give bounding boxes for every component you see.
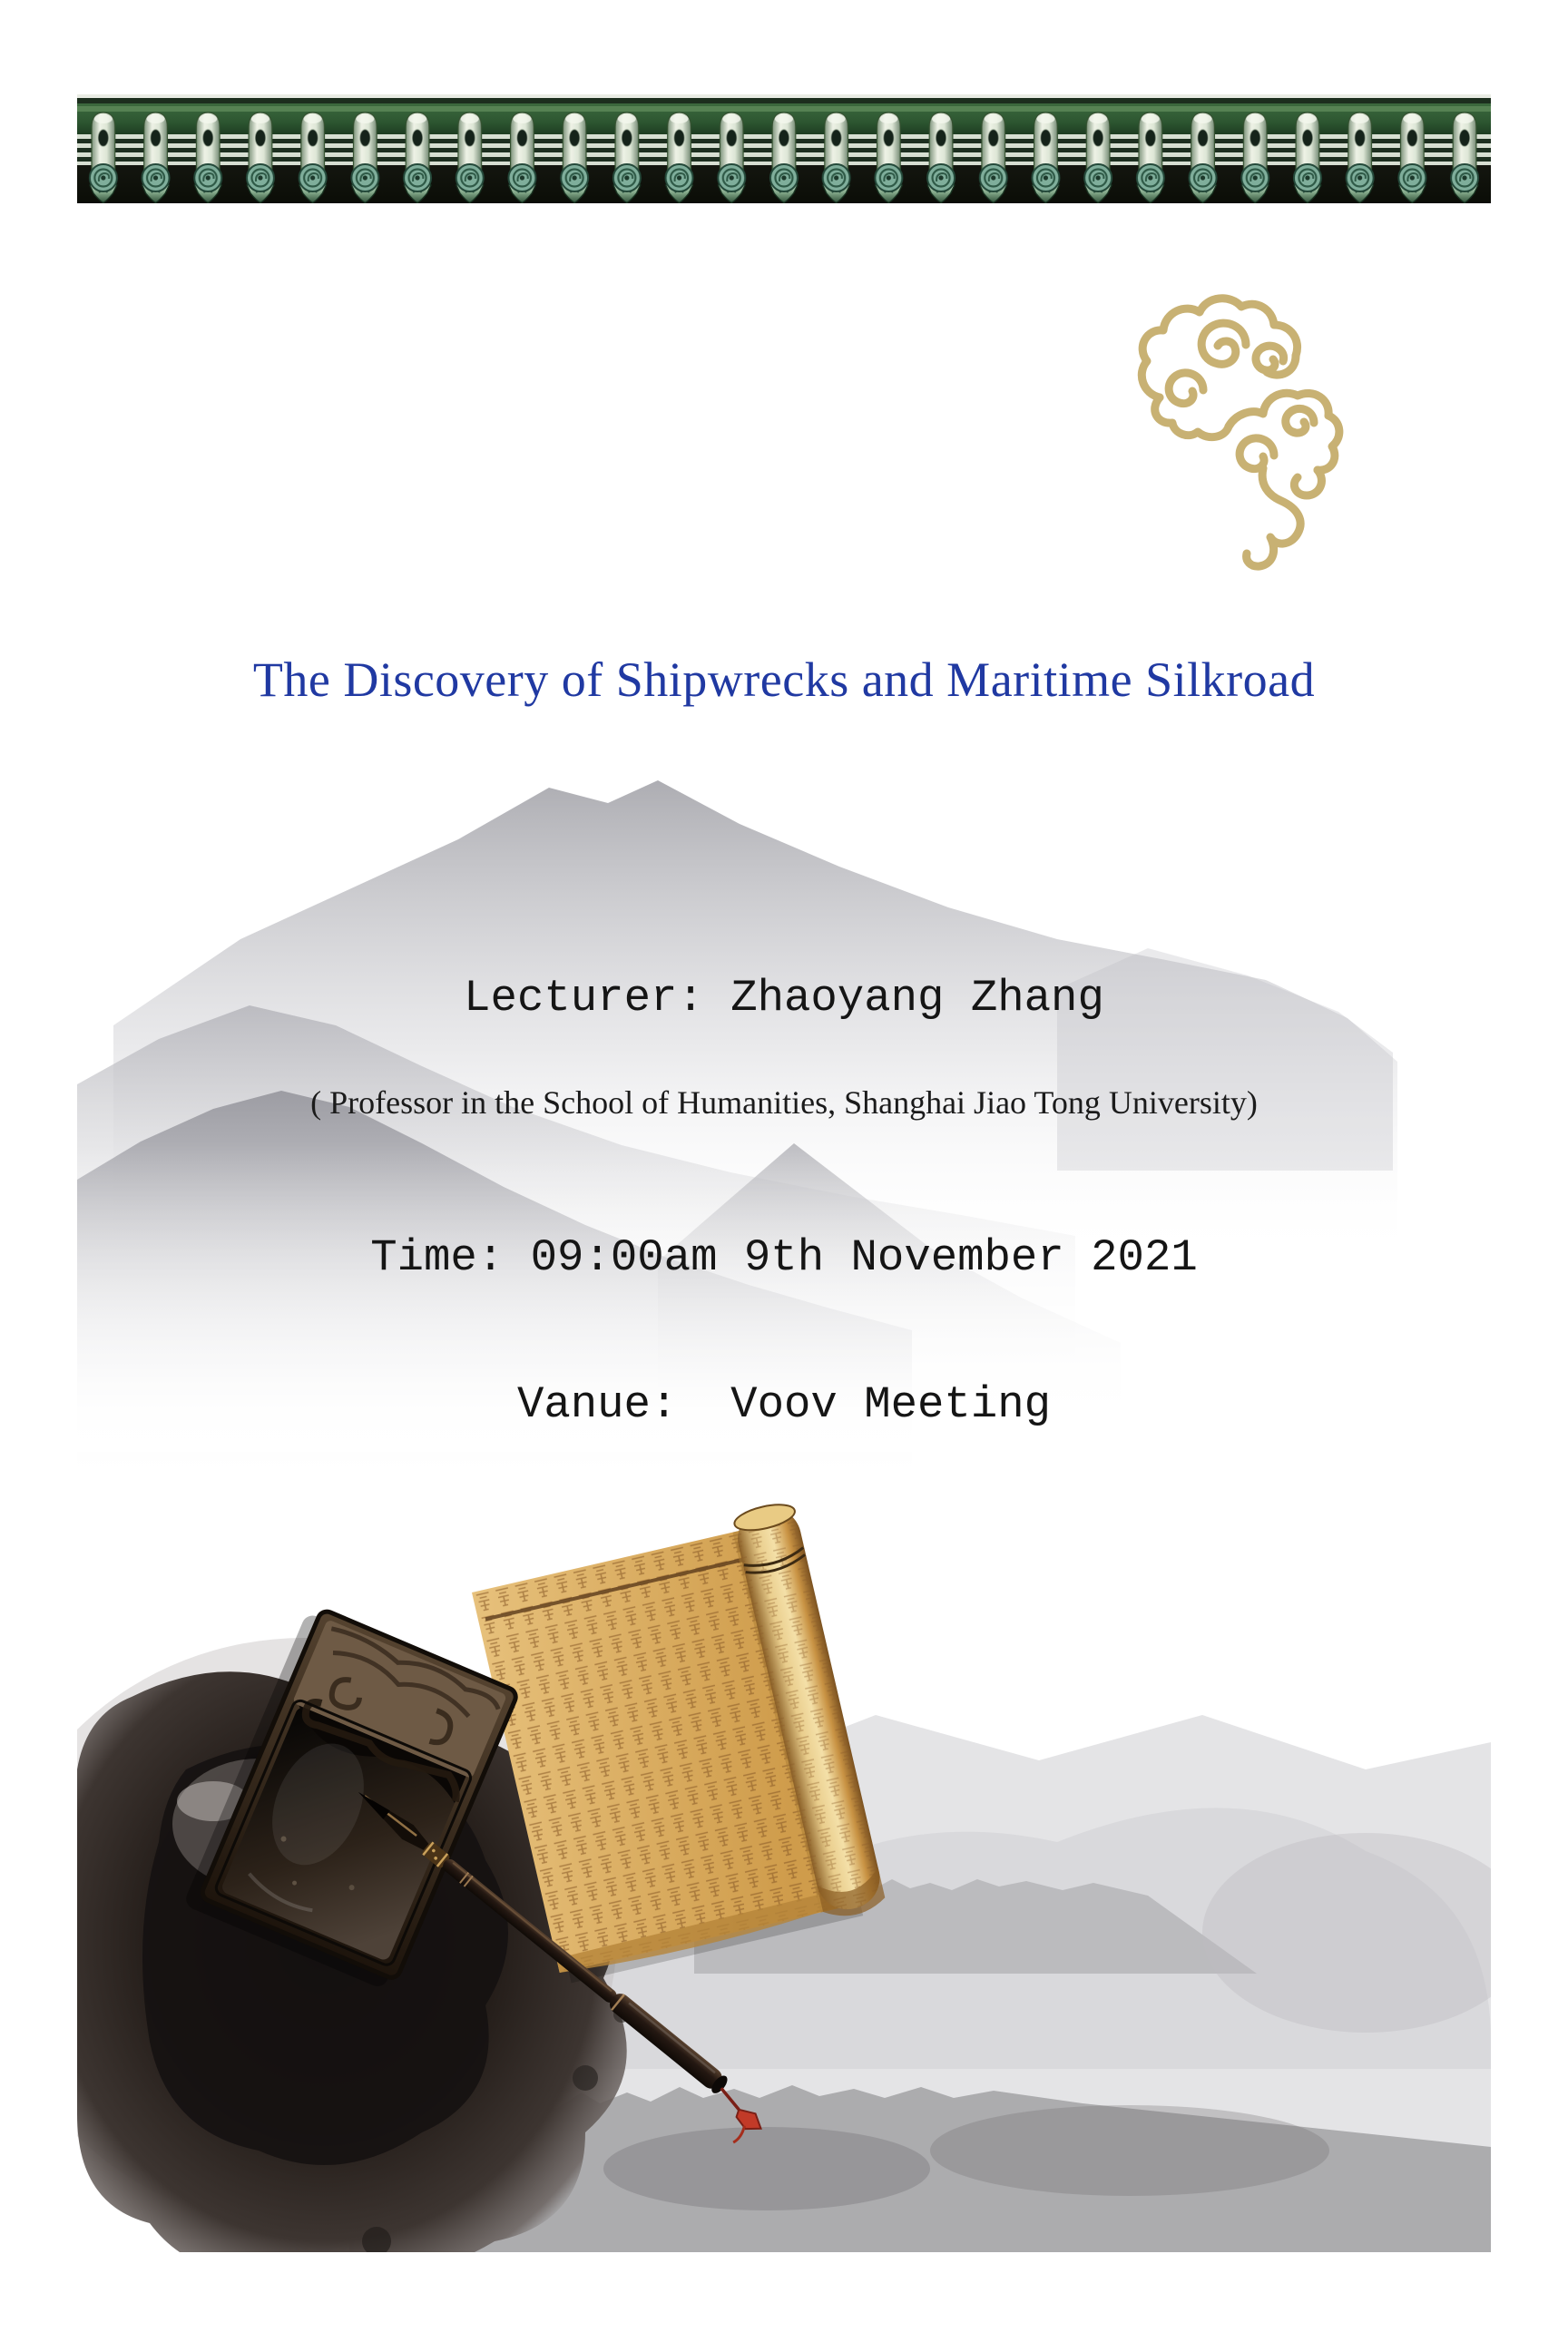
page-title: The Discovery of Shipwrecks and Maritime Silkroad bbox=[252, 652, 1316, 707]
venue-line: Vanue: Voov Meeting bbox=[516, 1379, 1052, 1430]
roof-tile-border-icon bbox=[77, 94, 1491, 203]
affiliation-line: ( Professor in the School of Humanities, Shanghai Jiao Tong University) bbox=[310, 1084, 1258, 1121]
lecturer-line: Lecturer: Zhaoyang Zhang bbox=[464, 973, 1104, 1024]
misty-mountains bbox=[77, 780, 1491, 1479]
time-line: Time: 09:00am 9th November 2021 bbox=[370, 1232, 1198, 1283]
auspicious-cloud-icon bbox=[1127, 278, 1354, 577]
